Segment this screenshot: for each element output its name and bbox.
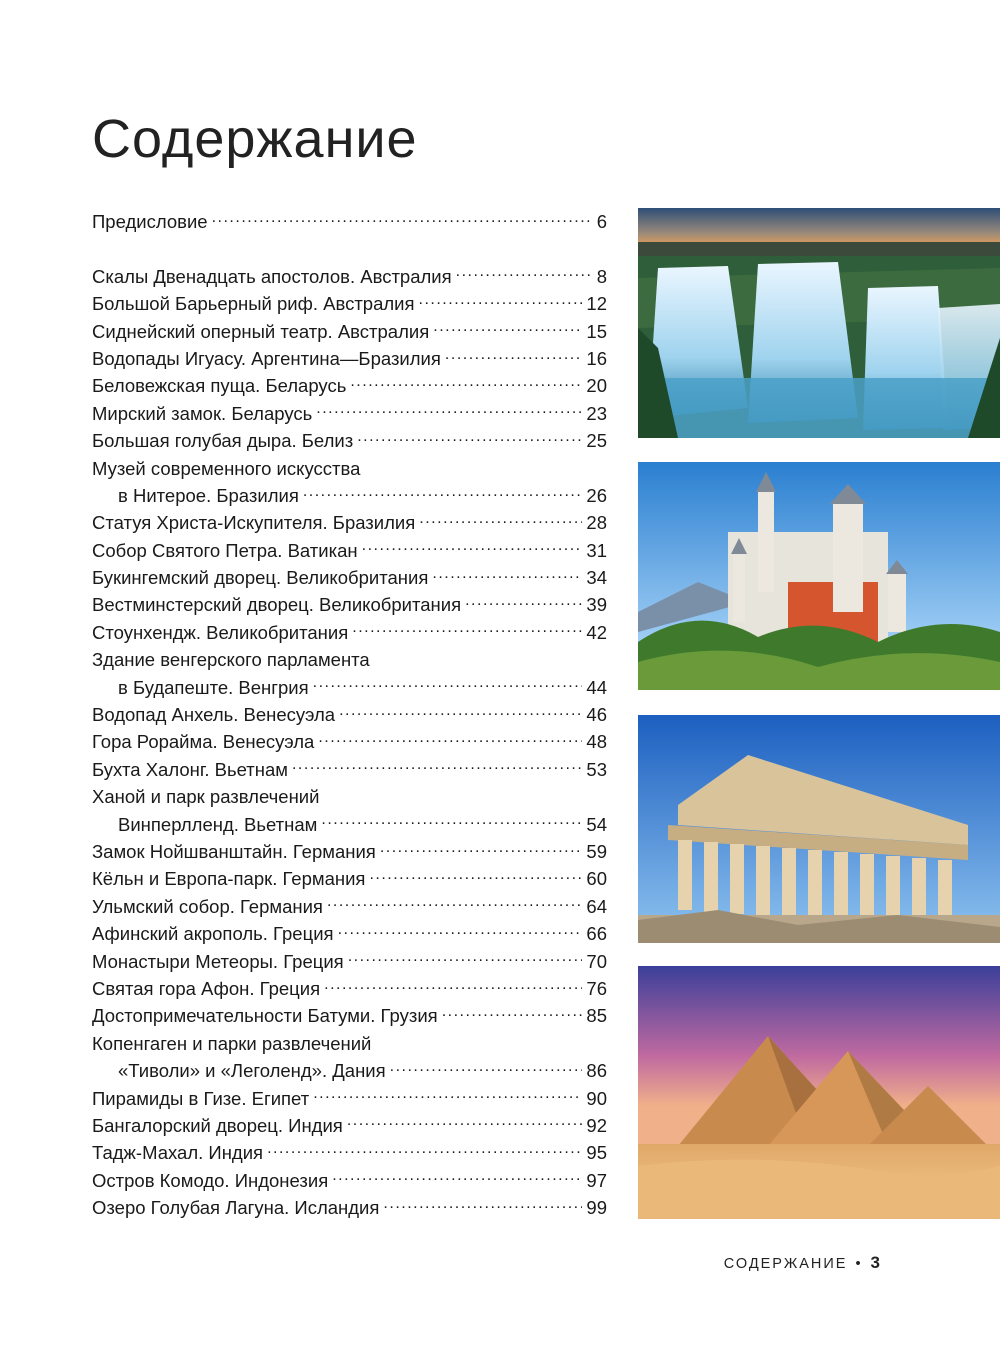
toc-entry-label: Достопримечательности Батуми. Грузия bbox=[92, 1005, 438, 1027]
toc-entry-label: Тадж-Махал. Индия bbox=[92, 1142, 264, 1164]
toc-entry[interactable] bbox=[92, 345, 607, 372]
dot-leader bbox=[465, 593, 582, 612]
toc-entry-page: 26 bbox=[586, 484, 607, 506]
page-number: 3 bbox=[870, 1253, 880, 1272]
toc-entry-line1[interactable]: Копенгаген и парки развлечений bbox=[92, 1032, 372, 1054]
page-footer bbox=[724, 1253, 880, 1273]
toc-entry-line1[interactable]: Ханой и парк развлечений bbox=[92, 786, 320, 808]
toc-entry-label: Скалы Двенадцать апостолов. Австралия bbox=[92, 265, 452, 287]
dot-leader bbox=[419, 511, 582, 530]
dot-leader bbox=[338, 922, 583, 941]
toc-entry[interactable] bbox=[92, 920, 607, 947]
toc-entry-page: 95 bbox=[586, 1142, 607, 1164]
toc-entry[interactable] bbox=[92, 701, 607, 728]
toc-entry[interactable] bbox=[92, 1167, 607, 1194]
parthenon-photo bbox=[638, 715, 1000, 943]
toc-entry[interactable] bbox=[92, 1194, 607, 1221]
dot-leader bbox=[321, 812, 582, 831]
toc-entry-page: 70 bbox=[586, 950, 607, 972]
dot-leader bbox=[390, 1059, 583, 1078]
dot-leader bbox=[348, 949, 583, 968]
dot-leader bbox=[313, 1086, 582, 1105]
toc-entry-label: Водопад Анхель. Венесуэла bbox=[92, 704, 336, 726]
dot-leader bbox=[267, 1141, 582, 1160]
toc-list bbox=[92, 263, 607, 1222]
dot-leader bbox=[313, 675, 583, 694]
dot-leader bbox=[352, 620, 582, 639]
toc-entry-label: Статуя Христа-Искупителя. Бразилия bbox=[92, 512, 416, 534]
toc-entry[interactable] bbox=[92, 372, 607, 399]
toc-entry-label: Букингемский дворец. Великобритания bbox=[92, 567, 429, 589]
toc-entry[interactable] bbox=[92, 1057, 607, 1084]
toc-entry-label: Стоунхендж. Великобритания bbox=[92, 621, 349, 643]
toc-entry-page: 92 bbox=[586, 1114, 607, 1136]
toc-entry-label: Гора Рорайма. Венесуэла bbox=[92, 731, 315, 753]
toc-entry-label: Большая голубая дыра. Белиз bbox=[92, 430, 354, 452]
toc-entry[interactable] bbox=[92, 893, 607, 920]
toc-entry[interactable] bbox=[92, 811, 607, 838]
toc-entry[interactable] bbox=[92, 318, 607, 345]
toc-entry-label: Остров Комодо. Индонезия bbox=[92, 1169, 329, 1191]
toc-entry-page: 86 bbox=[586, 1060, 607, 1082]
toc-entry-label: Мирский замок. Беларусь bbox=[92, 402, 313, 424]
page-title bbox=[92, 108, 418, 170]
toc-entry-label: Замок Нойшванштайн. Германия bbox=[92, 840, 376, 862]
toc-entry-label: Собор Святого Петра. Ватикан bbox=[92, 539, 358, 561]
toc-entry[interactable] bbox=[92, 674, 607, 701]
dot-leader bbox=[347, 1113, 583, 1132]
toc-entry[interactable] bbox=[92, 619, 607, 646]
toc-entry-page: 25 bbox=[586, 430, 607, 452]
table-of-contents bbox=[92, 208, 607, 1221]
dot-leader bbox=[357, 429, 582, 448]
dot-leader bbox=[456, 264, 593, 283]
toc-entry-page: 85 bbox=[586, 1005, 607, 1027]
toc-entry-page: 34 bbox=[586, 567, 607, 589]
footer-section: СОДЕРЖАНИЕ bbox=[723, 1256, 848, 1272]
dot-leader bbox=[327, 894, 582, 913]
toc-entry-label: Монастыри Метеоры. Греция bbox=[92, 950, 344, 972]
toc-entry-label: Сиднейский оперный театр. Австралия bbox=[92, 320, 430, 342]
dot-leader bbox=[303, 483, 583, 502]
toc-entry[interactable] bbox=[92, 1112, 607, 1139]
toc-entry[interactable] bbox=[92, 290, 607, 317]
toc-entry-preface[interactable] bbox=[92, 208, 607, 235]
dot-leader bbox=[332, 1168, 582, 1187]
toc-entry-line1[interactable]: Музей современного искусства bbox=[92, 457, 361, 479]
toc-entry-page: 99 bbox=[586, 1197, 607, 1219]
page-title-text: Содержание bbox=[92, 109, 418, 169]
toc-entry-label: Пирамиды в Гизе. Египет bbox=[92, 1087, 310, 1109]
castle-photo bbox=[638, 462, 1000, 690]
toc-entry[interactable] bbox=[92, 263, 607, 290]
toc-entry-page: 97 bbox=[586, 1169, 607, 1191]
toc-entry-page: 28 bbox=[586, 512, 607, 534]
toc-entry-page: 23 bbox=[586, 402, 607, 424]
dot-leader bbox=[442, 1004, 583, 1023]
toc-entry[interactable] bbox=[92, 1139, 607, 1166]
toc-entry-page: 48 bbox=[586, 731, 607, 753]
toc-entry[interactable] bbox=[92, 728, 607, 755]
toc-entry-page: 53 bbox=[586, 758, 607, 780]
toc-entry-page: 60 bbox=[586, 868, 607, 890]
toc-entry-page: 39 bbox=[586, 594, 607, 616]
toc-entry-label: Кёльн и Европа-парк. Германия bbox=[92, 868, 366, 890]
toc-entry-label: Ульмский собор. Германия bbox=[92, 895, 323, 917]
toc-entry-label: Беловежская пуща. Беларусь bbox=[92, 375, 347, 397]
footer-separator: • bbox=[855, 1256, 863, 1272]
toc-entry[interactable] bbox=[92, 756, 607, 783]
toc-entry-page: 59 bbox=[586, 840, 607, 862]
toc-entry-label: в Нитерое. Бразилия bbox=[118, 484, 299, 506]
toc-entry-page: 54 bbox=[586, 813, 607, 835]
dot-leader bbox=[445, 346, 583, 365]
toc-entry-label: Винперлленд. Вьетнам bbox=[118, 813, 318, 835]
toc-entry-page: 90 bbox=[586, 1087, 607, 1109]
toc-entry-label: в Будапеште. Венгрия bbox=[118, 676, 309, 698]
toc-entry-label: Вестминстерский дворец. Великобритания bbox=[92, 594, 462, 616]
toc-entry-label: Бангалорский дворец. Индия bbox=[92, 1114, 343, 1136]
toc-entry[interactable] bbox=[92, 1002, 607, 1029]
dot-leader bbox=[369, 867, 582, 886]
toc-entry-page: 44 bbox=[586, 676, 607, 698]
toc-entry-page: 46 bbox=[586, 704, 607, 726]
toc-entry-page: 66 bbox=[586, 923, 607, 945]
dot-leader bbox=[316, 401, 582, 420]
toc-entry[interactable] bbox=[92, 948, 607, 975]
toc-entry-page: 42 bbox=[586, 621, 607, 643]
dot-leader bbox=[212, 210, 593, 229]
toc-entry[interactable] bbox=[92, 975, 607, 1002]
dot-leader bbox=[380, 839, 583, 858]
dot-leader bbox=[432, 566, 582, 585]
toc-entry[interactable] bbox=[92, 482, 607, 509]
toc-entry-line1[interactable]: Здание венгерского парламента bbox=[92, 649, 370, 671]
toc-entry-label: Бухта Халонг. Вьетнам bbox=[92, 758, 288, 780]
toc-entry[interactable] bbox=[92, 591, 607, 618]
toc-entry-page: 31 bbox=[586, 539, 607, 561]
dot-leader bbox=[419, 292, 583, 311]
toc-entry-label: Предисловие bbox=[92, 211, 208, 232]
toc-entry-label: Большой Барьерный риф. Австралия bbox=[92, 293, 415, 315]
toc-entry-page: 64 bbox=[586, 895, 607, 917]
pyramids-photo bbox=[638, 966, 1000, 1219]
toc-entry[interactable] bbox=[92, 427, 607, 454]
toc-entry[interactable] bbox=[92, 509, 607, 536]
toc-entry-page: 6 bbox=[596, 211, 607, 232]
toc-entry-page: 16 bbox=[586, 347, 607, 369]
dot-leader bbox=[383, 1196, 582, 1215]
toc-entry-page: 76 bbox=[586, 977, 607, 999]
toc-entry[interactable] bbox=[92, 865, 607, 892]
toc-entry[interactable] bbox=[92, 400, 607, 427]
toc-entry-label: Афинский акрополь. Греция bbox=[92, 923, 334, 945]
toc-entry[interactable] bbox=[92, 537, 607, 564]
toc-entry-page: 20 bbox=[586, 375, 607, 397]
spacer bbox=[92, 235, 607, 262]
dot-leader bbox=[324, 976, 582, 995]
dot-leader bbox=[318, 730, 582, 749]
waterfall-photo bbox=[638, 208, 1000, 438]
toc-entry-label: «Тиволи» и «Леголенд». Дания bbox=[118, 1060, 386, 1082]
toc-entry-page: 15 bbox=[586, 320, 607, 342]
dot-leader bbox=[433, 319, 582, 338]
dot-leader bbox=[350, 374, 582, 393]
dot-leader bbox=[292, 757, 582, 776]
toc-entry-page: 12 bbox=[586, 293, 607, 315]
toc-entry[interactable] bbox=[92, 1085, 607, 1112]
toc-entry-page: 8 bbox=[596, 265, 607, 287]
dot-leader bbox=[362, 538, 583, 557]
toc-entry[interactable] bbox=[92, 564, 607, 591]
toc-entry[interactable] bbox=[92, 838, 607, 865]
toc-entry-label: Святая гора Афон. Греция bbox=[92, 977, 321, 999]
toc-entry-label: Водопады Игуасу. Аргентина—Бразилия bbox=[92, 347, 441, 369]
toc-entry-label: Озеро Голубая Лагуна. Исландия bbox=[92, 1197, 380, 1219]
dot-leader bbox=[339, 703, 582, 722]
